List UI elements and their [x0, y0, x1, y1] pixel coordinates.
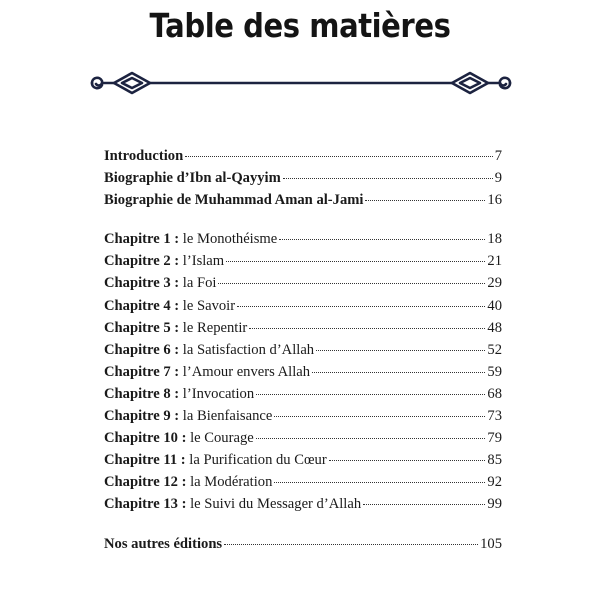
toc-entry-heading: Introduction — [104, 148, 184, 164]
toc-entry-heading: Chapitre 13 : — [104, 496, 187, 513]
toc-entry-subtitle: le Suivi du Messager d’Allah — [190, 496, 362, 513]
toc-entry-subtitle: la Bienfaisance — [182, 408, 273, 425]
toc-entry-page-number: 7 — [494, 148, 502, 164]
toc-entry[interactable] — [104, 536, 502, 558]
toc-entry-subtitle: l’Amour envers Allah — [182, 363, 311, 380]
toc-entry-heading: Chapitre 8 : — [104, 385, 180, 402]
toc-entry-subtitle: le Courage — [190, 430, 254, 447]
dot-leader — [256, 394, 485, 395]
toc-entry-subtitle: l’Islam — [182, 253, 225, 270]
toc-entry-label — [104, 148, 183, 165]
dot-leader — [256, 438, 486, 439]
toc-section-chapters — [104, 231, 502, 518]
toc-entry-heading: Chapitre 7 : — [104, 363, 180, 380]
toc-entry-subtitle: la Purification du Cœur — [189, 452, 327, 469]
toc-entry[interactable] — [104, 298, 502, 320]
dot-leader — [218, 283, 485, 284]
toc-entry-heading: Chapitre 3 : — [104, 275, 180, 292]
toc-entry-page-number: 52 — [487, 341, 502, 358]
toc-entry-label — [104, 298, 235, 315]
dot-leader — [237, 306, 485, 307]
toc-entry-heading: Chapitre 5 : — [104, 319, 180, 336]
toc-entry-label — [104, 231, 277, 248]
toc-entry-page-number: 9 — [494, 170, 502, 187]
dot-leader — [249, 328, 485, 329]
toc-entry-label — [104, 430, 254, 447]
toc-entry-page-number: 59 — [487, 363, 502, 380]
toc-entry-heading: Chapitre 4 : — [104, 297, 180, 314]
toc-entry[interactable] — [104, 253, 502, 275]
toc-entry-subtitle: la Satisfaction d’Allah — [182, 341, 315, 358]
toc-entry-label — [104, 253, 224, 270]
toc-entry-label — [104, 536, 222, 553]
toc-entry-heading: Nos autres éditions — [104, 535, 223, 552]
toc-entry[interactable] — [104, 496, 502, 518]
toc-entry-page-number: 73 — [487, 408, 502, 425]
toc-entry-heading: Chapitre 10 : — [104, 430, 187, 447]
page-title: Table des matières — [149, 6, 451, 45]
toc-entry-page-number: 29 — [487, 275, 502, 292]
toc-entry-heading: Chapitre 11 : — [104, 452, 186, 469]
toc-entry[interactable] — [104, 474, 502, 496]
toc-entry-label — [104, 408, 272, 425]
toc-entry[interactable] — [104, 386, 502, 408]
toc-entry-page-number: 105 — [480, 535, 502, 552]
toc-entry-heading: Biographie de Muhammad Aman al-Jami — [104, 192, 364, 209]
toc-entry[interactable] — [104, 148, 502, 170]
dot-leader — [224, 544, 478, 545]
toc-entry-heading: Chapitre 1 : — [104, 231, 180, 248]
toc-entry-label — [104, 364, 310, 381]
toc-entry-label — [104, 170, 281, 187]
toc-entry-heading: Chapitre 12 : — [104, 474, 187, 491]
toc-entry-heading: Chapitre 6 : — [104, 341, 180, 358]
toc-entry-page-number: 21 — [487, 253, 502, 270]
toc-entry[interactable] — [104, 342, 502, 364]
toc-entry-label — [104, 452, 327, 469]
toc-entry-heading: Chapitre 9 : — [104, 408, 180, 425]
toc-entry-page-number: 99 — [487, 496, 502, 513]
toc-entry-page-number: 79 — [487, 430, 502, 447]
toc-entry[interactable] — [104, 320, 502, 342]
toc-entry-subtitle: l’Invocation — [182, 385, 255, 402]
toc-entry-label — [104, 342, 314, 359]
toc-entry-label — [104, 474, 272, 491]
toc-entry-label — [104, 192, 363, 209]
toc-entry-page-number: 48 — [487, 319, 502, 336]
dot-leader — [329, 460, 486, 461]
toc-entry[interactable] — [104, 364, 502, 386]
dot-leader — [226, 261, 485, 262]
toc-entry-subtitle: la Foi — [182, 275, 217, 292]
toc-section-end — [104, 536, 502, 558]
toc-entry-subtitle: le Repentir — [182, 319, 248, 336]
dot-leader — [185, 156, 492, 157]
toc-entry-page-number: 92 — [487, 474, 502, 491]
toc-entry[interactable] — [104, 231, 502, 253]
toc-entry[interactable] — [104, 170, 502, 192]
dot-leader — [274, 416, 485, 417]
toc-entry-page-number: 85 — [487, 452, 502, 469]
toc-entry-page-number: 40 — [487, 297, 502, 314]
dot-leader — [279, 239, 485, 240]
toc-entry-subtitle: le Savoir — [182, 297, 236, 314]
toc-entry-label — [104, 275, 216, 292]
toc-section-intro — [104, 148, 502, 214]
table-of-contents — [104, 148, 502, 558]
toc-entry-label — [104, 386, 254, 403]
toc-entry[interactable] — [104, 430, 502, 452]
toc-entry[interactable] — [104, 408, 502, 430]
toc-entry-page-number: 16 — [487, 192, 502, 209]
dot-leader — [365, 200, 485, 201]
toc-entry-label — [104, 320, 247, 337]
dot-leader — [312, 372, 485, 373]
dot-leader — [283, 178, 493, 179]
dot-leader — [274, 482, 485, 483]
toc-entry-page-number: 68 — [487, 385, 502, 402]
toc-entry[interactable] — [104, 275, 502, 297]
toc-entry-subtitle: le Monothéisme — [182, 231, 278, 248]
toc-entry-label — [104, 496, 361, 513]
toc-entry-heading: Biographie d’Ibn al-Qayyim — [104, 170, 281, 187]
toc-entry-page-number: 18 — [487, 231, 502, 248]
divider-ornament-icon — [86, 68, 516, 98]
toc-entry[interactable] — [104, 452, 502, 474]
toc-entry-subtitle: la Modération — [190, 474, 273, 491]
toc-entry[interactable] — [104, 192, 502, 214]
dot-leader — [316, 350, 485, 351]
toc-entry-heading: Chapitre 2 : — [104, 253, 180, 270]
dot-leader — [363, 504, 485, 505]
